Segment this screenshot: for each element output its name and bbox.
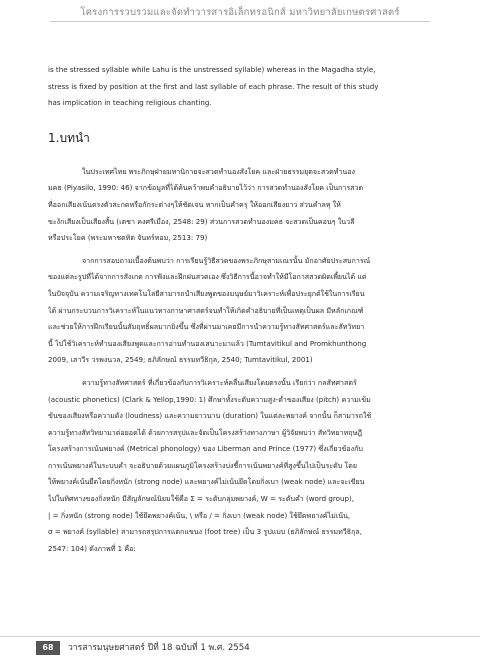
text-line: ได้ ผ่านกระบวนการวิเคราะห์ในแนวทางภาษาศาสตร์จนทำให้เกิดคำอธิบายที่เป็นเหตุเป็นผล มีหลักเกณฑ์ bbox=[48, 305, 364, 315]
page-number-badge: 68 bbox=[36, 641, 60, 655]
text-line: ที่ออกเสียงเน้นตรงตัวสะกดหรือกักระต่างๆให้ชัดเจน หากเป็นคำครุ ให้ออกเสียงยาว ส่วนคำลหุ ให้ bbox=[48, 199, 341, 209]
text-line: σ = พยางค์ (syllable) สามารถสรุปการแตกแขนง (foot tree) เป็น 3 รูปแบบ (ธภิลักษณ์ ธรรมทวีธิกุล, bbox=[48, 527, 362, 537]
text-line: has implication in teaching religious chanting. bbox=[48, 98, 212, 108]
text-line: ความรู้ทางสัทวิทยามาต่อยอดได้ ด้วยการสรุปและจัดเป็นโครงสร้างทางภาษา ผู้วิจัยพบว่า สัทวิทยาทฤษฎี bbox=[48, 427, 363, 437]
text-line: 2547: 104) ดังภาพที่ 1 คือ: bbox=[48, 543, 136, 553]
header-divider bbox=[50, 21, 430, 22]
text-line: ในประเทศไทย พระภิกษุฝ่ายมหานิกายจะสวดทำนองสังโยค และฝ่ายธรรมยุตจะสวดทำนอง bbox=[82, 166, 355, 176]
text-line: โครงสร้างการเน้นพยางค์ (Metrical phonology) ของ Liberman and Prince (1977) ซึ่งเกี่ยวข้องกับ bbox=[48, 444, 363, 454]
journal-citation: วารสารมนุษยศาสตร์ ปีที่ 18 ฉบับที่ 1 พ.ศ. 2554 bbox=[68, 643, 250, 653]
text-line: ขันของเสียงหรือความดัง (loudness) และความยาวนาน (duration) ในแต่ละพยางค์ จากนั้น ก็สามารถใช้ bbox=[48, 411, 372, 421]
footer-divider bbox=[0, 636, 480, 637]
text-line: การเน้นพยางค์ในระบบคำ จะอธิบายด้วยแผนภูมิโครงสร้างบ่งชี้การเน้นพยางค์ที่สูงขึ้นไปเป็นระดับ โดย bbox=[48, 460, 358, 470]
text-line: นี้ ไปใช้วิเคราะห์ทำนองเสียงพูดและการอ่านทำนองเสนาะมาแล้ว (Tumtavitikul and Promkhunthong bbox=[48, 338, 367, 348]
section-heading: 1.บทนำ bbox=[48, 130, 90, 145]
paragraph-2 bbox=[48, 253, 432, 369]
paragraph-3 bbox=[48, 375, 432, 558]
text-line: ในปัจจุบัน ความเจริญทางเทคโนโลยีสามารถนำเสียงพูดของมนุษย์มาวิเคราะห์เพื่อประยุกต์ใช้ในการเรียน bbox=[48, 288, 365, 298]
text-line: ไปในทิศทางของกิ่งหนัก มีสัญลักษณ์นิยมใช้คือ Σ = ระดับกลุ่มพยางค์, W = ระดับคำ (word group), bbox=[48, 494, 355, 504]
text-line: | = กิ่งหนัก (strong node) ใช้ยึดพยางค์เน้น, \ หรือ / = กิ่งเบา (weak node) ใช้ยึดพยางค์ไม่เน้น, bbox=[48, 510, 351, 520]
text-line: ขะงักเสียงเป็นเสียงสั้น (เตชา คงศรีเมือง, 2548: 29) ส่วนการสวดทำนองมคธ จะสวดเป็นคอนๆ ในวลี bbox=[48, 216, 355, 226]
text-line: is the stressed syllable while Lahu is the unstressed syllable) whereas in the Magadha style, bbox=[48, 65, 376, 74]
text-line: มคธ (Piyasilo, 1990: 46) จากข้อมูลที่ได้ค้นคว้าพบคำอธิบายไว้ว่า การสวดทำนองสังโยค เป็นการสวด bbox=[48, 183, 364, 193]
text-line: (acoustic phonetics) (Clark & Yellop,1990: 1) ศึกษาทั้งระดับความสูง-ต่ำของเสียง (pitch) ความเข้ม bbox=[48, 394, 371, 404]
text-line: ของแต่ละรูปที่ได้จากการสังเกต การฟังและฝึกฝนสวดเอง ซึ่งวิธีการนี้อาจทำให้มีโอกาสสวดผิดเพี้ยนได้ แต่ bbox=[48, 272, 367, 282]
text-line: 2009, เสาวีร วรพงนวล, 2549; ธภิลักษณ์ ธรรมทวีธิกุล, 2540; Tumtavitikul, 2001) bbox=[48, 355, 313, 365]
text-line: และช่วยให้การฝึกเรียนนั้นสัมฤทธิ์ผลมากยิ่งขึ้น ซึ่งที่ผ่านมาเคยมีการนำความรู้ทางสัทศาสตร์และสัทวิทยา bbox=[48, 322, 365, 332]
text-line: ความรู้ทางสัทศาสตร์ ที่เกี่ยวข้องกับการวิเคราะห์คลื่นเสียงโดยตรงนั้น เรียกว่า กลสัทศาสตร์ bbox=[82, 377, 357, 387]
text-line: หรือประโยค (พระมหาชตทิต จันทร์หอม, 2513: 79) bbox=[48, 233, 208, 243]
text-line: stress is fixed by position at the first and last syllable of each phrase. The result of this study bbox=[48, 81, 379, 91]
page-footer bbox=[0, 641, 480, 657]
abstract-continuation bbox=[48, 62, 432, 112]
text-line: ให้พยางค์เน้นยืดโดยกิ่งหนัก (strong node) และพยางค์ไม่เน้นยึดโดยกิ่งเบา (weak node) และจะเขียน bbox=[48, 477, 365, 487]
running-header: โครงการรวบรวมและจัดทำวารสารอิเล็กทรอนิกส์ มหาวิทยาลัยเกษตรศาสตร์ bbox=[80, 7, 400, 18]
paragraph-1 bbox=[48, 164, 432, 247]
page-body bbox=[48, 62, 432, 557]
text-line: จากการสอบถามเบื้องต้นพบว่า การเรียนรู้วิธีสวดของพระภิกษุสามเณรนั้น มักอาศัยประสบการณ์ bbox=[82, 255, 371, 265]
